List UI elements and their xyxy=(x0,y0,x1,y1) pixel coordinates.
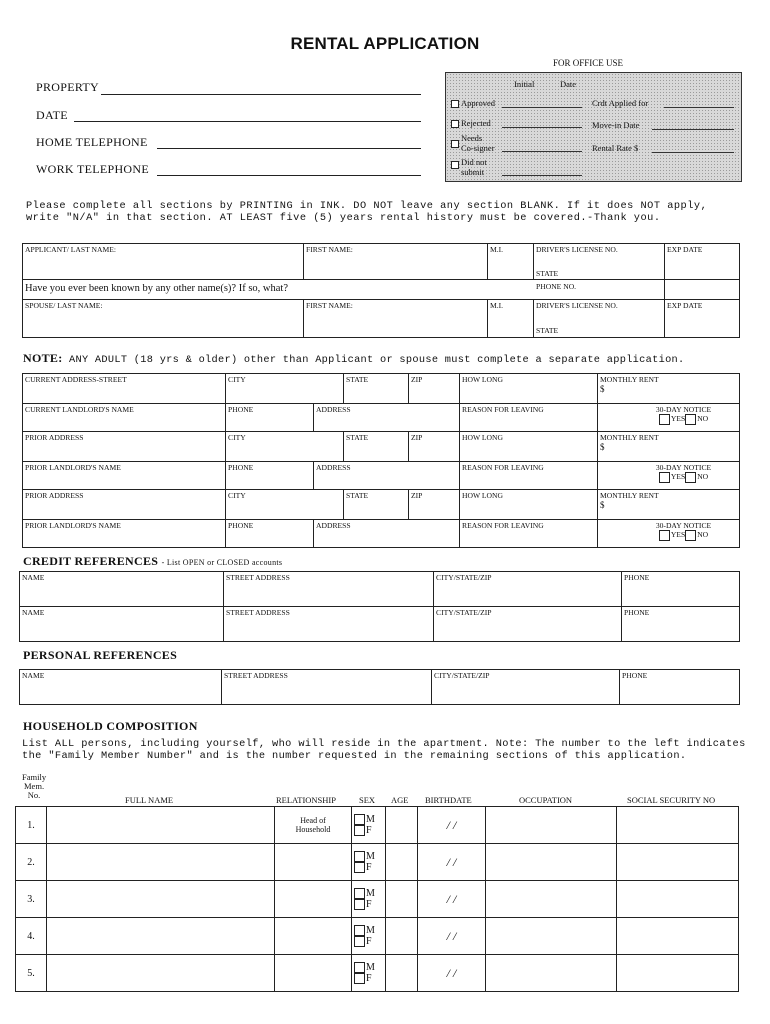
household-heading: HOUSEHOLD COMPOSITION xyxy=(23,719,198,733)
spouse-first-name-cell[interactable]: FIRST NAME: xyxy=(304,300,488,338)
prior-landlord-1-cell[interactable]: PRIOR LANDLORD'S NAME xyxy=(23,462,226,490)
spouse-state-label: STATE xyxy=(536,326,559,335)
applicant-exp-date-cell[interactable]: EXP DATE xyxy=(665,244,740,280)
credit-applied-label: Crdt Applied for xyxy=(592,98,649,108)
approved-checkbox[interactable] xyxy=(451,100,459,108)
member-full-name-cell[interactable] xyxy=(47,955,275,992)
sex-f-checkbox[interactable] xyxy=(354,825,365,836)
family-member-number-header: Family Mem. No. xyxy=(22,772,47,800)
member-ssn-cell[interactable] xyxy=(617,955,739,992)
member-number: 2. xyxy=(16,844,47,881)
prior-address-1-cell[interactable]: PRIOR ADDRESS xyxy=(23,432,226,462)
member-full-name-cell[interactable] xyxy=(47,918,275,955)
member-number: 3. xyxy=(16,881,47,918)
member-full-name-cell[interactable] xyxy=(47,881,275,918)
property-field[interactable] xyxy=(101,94,421,95)
prior-state-2-cell[interactable]: STATE xyxy=(344,490,409,520)
credit-phone-1-cell[interactable]: PHONE xyxy=(622,572,740,607)
note-text: ANY ADULT (18 yrs & older) other than Applicant or spouse must complete a separate application. xyxy=(69,354,685,366)
member-occupation-cell[interactable] xyxy=(486,881,617,918)
needs-label: Needs xyxy=(461,133,483,143)
office-date-label: Date xyxy=(560,79,577,89)
prior-address-2-cell[interactable]: PRIOR ADDRESS xyxy=(23,490,226,520)
credit-references-heading: CREDIT REFERENCES - List OPEN or CLOSED accounts xyxy=(23,554,283,568)
member-occupation-cell[interactable] xyxy=(486,844,617,881)
note-label: NOTE: xyxy=(23,351,63,365)
member-sex-cell: M F xyxy=(352,807,386,844)
credit-street-1-cell[interactable]: STREET ADDRESS xyxy=(224,572,434,607)
prior-monthly-rent-2-cell[interactable]: MONTHLY RENT $ xyxy=(598,490,740,520)
current-landlord-phone-cell[interactable]: PHONE xyxy=(226,404,314,432)
member-age-cell[interactable] xyxy=(386,844,418,881)
member-birthdate-cell[interactable]: / / xyxy=(418,955,486,992)
move-in-label: Move-in Date xyxy=(592,120,640,130)
sex-m-checkbox[interactable] xyxy=(354,814,365,825)
member-ssn-cell[interactable] xyxy=(617,918,739,955)
personal-references-table xyxy=(19,669,740,705)
prior-landlord-address-2-cell[interactable]: ADDRESS xyxy=(314,520,460,548)
prior-notice-2-yes-checkbox[interactable] xyxy=(659,530,670,541)
adult-note xyxy=(23,351,685,366)
member-full-name-cell[interactable] xyxy=(47,807,275,844)
approved-label: Approved xyxy=(461,98,495,108)
current-landlord-address-cell[interactable]: ADDRESS xyxy=(314,404,460,432)
member-relationship-cell[interactable]: Head of Household xyxy=(275,807,352,844)
current-address-cell[interactable]: CURRENT ADDRESS-STREET xyxy=(23,374,226,404)
member-number: 1. xyxy=(16,807,47,844)
prior-monthly-rent-1-cell[interactable]: MONTHLY RENT $ xyxy=(598,432,740,462)
current-state-cell[interactable]: STATE xyxy=(344,374,409,404)
work-telephone-field[interactable] xyxy=(157,175,421,176)
prior-reason-2-cell[interactable]: REASON FOR LEAVING xyxy=(460,520,598,548)
date-label: DATE xyxy=(36,108,68,122)
needs-cosigner-checkbox[interactable] xyxy=(451,140,459,148)
current-zip-cell[interactable]: ZIP xyxy=(409,374,460,404)
member-birthdate-cell[interactable]: / / xyxy=(418,807,486,844)
current-city-cell[interactable]: CITY xyxy=(226,374,344,404)
member-occupation-cell[interactable] xyxy=(486,807,617,844)
member-sex-cell: M F xyxy=(352,881,386,918)
home-telephone-field[interactable] xyxy=(157,148,421,149)
current-notice-no-checkbox[interactable] xyxy=(685,414,696,425)
member-relationship-cell[interactable] xyxy=(275,881,352,918)
occupation-header: OCCUPATION xyxy=(519,795,573,805)
submit-label: submit xyxy=(461,167,485,177)
member-sex-cell: M F xyxy=(352,918,386,955)
member-age-cell[interactable] xyxy=(386,807,418,844)
sex-m-checkbox[interactable] xyxy=(354,851,365,862)
full-name-header: FULL NAME xyxy=(125,795,174,805)
member-number: 5. xyxy=(16,955,47,992)
date-field[interactable] xyxy=(74,121,421,122)
applicant-last-name-cell[interactable]: APPLICANT/ LAST NAME: xyxy=(23,244,304,280)
sex-f-checkbox[interactable] xyxy=(354,973,365,984)
applicant-mi-cell[interactable]: M.I. xyxy=(488,244,534,280)
prior-notice-1-no-checkbox[interactable] xyxy=(685,472,696,483)
prior-how-long-1-cell[interactable]: HOW LONG xyxy=(460,432,598,462)
office-use-box xyxy=(445,72,742,182)
current-monthly-rent-cell[interactable]: MONTHLY RENT $ xyxy=(598,374,740,404)
member-relationship-cell[interactable] xyxy=(275,844,352,881)
prior-landlord-2-cell[interactable]: PRIOR LANDLORD'S NAME xyxy=(23,520,226,548)
property-label: PROPERTY xyxy=(36,80,100,94)
prior-zip-2-cell[interactable]: ZIP xyxy=(409,490,460,520)
household-table xyxy=(15,806,739,992)
member-occupation-cell[interactable] xyxy=(486,955,617,992)
member-ssn-cell[interactable] xyxy=(617,844,739,881)
applicant-first-name-cell[interactable]: FIRST NAME: xyxy=(304,244,488,280)
prior-reason-1-cell[interactable]: REASON FOR LEAVING xyxy=(460,462,598,490)
did-not-submit-checkbox[interactable] xyxy=(451,161,459,169)
did-not-label: Did not xyxy=(461,157,487,167)
sex-header: SEX xyxy=(359,795,376,805)
member-number: 4. xyxy=(16,918,47,955)
member-age-cell[interactable] xyxy=(386,955,418,992)
member-sex-cell: M F xyxy=(352,844,386,881)
member-ssn-cell[interactable] xyxy=(617,807,739,844)
prior-zip-1-cell[interactable]: ZIP xyxy=(409,432,460,462)
other-names-cell[interactable]: Have you ever been known by any other name(s)? If so, what? xyxy=(23,280,665,300)
phone-no-label: PHONE NO. xyxy=(536,282,577,291)
credit-references-table xyxy=(19,571,740,642)
office-initial-label: Initial xyxy=(514,79,535,89)
applicant-license-cell[interactable]: DRIVER'S LICENSE NO. STATE xyxy=(534,244,665,280)
credit-name-2-cell[interactable]: NAME xyxy=(20,607,224,642)
prior-notice-1-yes-checkbox[interactable] xyxy=(659,472,670,483)
ssn-header: SOCIAL SECURITY NO xyxy=(627,795,716,805)
birthdate-header: BIRTHDATE xyxy=(425,795,472,805)
credit-city-2-cell[interactable]: CITY/STATE/ZIP xyxy=(434,607,622,642)
spouse-mi-cell[interactable]: M.I. xyxy=(488,300,534,338)
member-birthdate-cell[interactable]: / / xyxy=(418,881,486,918)
spouse-license-cell[interactable]: DRIVER'S LICENSE NO. STATE xyxy=(534,300,665,338)
spouse-exp-date-cell[interactable]: EXP DATE xyxy=(665,300,740,338)
sex-m-checkbox[interactable] xyxy=(354,888,365,899)
member-relationship-cell[interactable] xyxy=(275,955,352,992)
credit-street-2-cell[interactable]: STREET ADDRESS xyxy=(224,607,434,642)
cosigner-label: Co-signer xyxy=(461,143,495,153)
instructions-text: Please complete all sections by PRINTING in INK. DO NOT leave any section BLANK. If it does NOT apply, write "N/A" in that section. AT LEAST five (5) years rental history must be covered.-Thank you. xyxy=(26,200,708,224)
current-landlord-cell[interactable]: CURRENT LANDLORD'S NAME xyxy=(23,404,226,432)
prior-notice-1-cell: 30-DAY NOTICE YES NO xyxy=(598,462,740,490)
prior-city-2-cell[interactable]: CITY xyxy=(226,490,344,520)
current-notice-cell: 30-DAY NOTICE YES NO xyxy=(598,404,740,432)
prior-notice-2-no-checkbox[interactable] xyxy=(685,530,696,541)
credit-phone-2-cell[interactable]: PHONE xyxy=(622,607,740,642)
personal-phone-cell[interactable]: PHONE xyxy=(620,670,740,705)
page-title: RENTAL APPLICATION xyxy=(290,34,480,53)
personal-city-cell[interactable]: CITY/STATE/ZIP xyxy=(432,670,620,705)
prior-landlord-phone-1-cell[interactable]: PHONE xyxy=(226,462,314,490)
applicant-state-label: STATE xyxy=(536,269,559,278)
prior-landlord-phone-2-cell[interactable]: PHONE xyxy=(226,520,314,548)
member-ssn-cell[interactable] xyxy=(617,881,739,918)
sex-f-checkbox[interactable] xyxy=(354,936,365,947)
office-use-title: FOR OFFICE USE xyxy=(553,58,624,68)
personal-references-heading: PERSONAL REFERENCES xyxy=(23,648,178,662)
credit-references-subtitle: - List OPEN or CLOSED accounts xyxy=(161,558,283,567)
rejected-label: Rejected xyxy=(461,118,491,128)
relationship-header: RELATIONSHIP xyxy=(276,795,336,805)
prior-notice-2-cell: 30-DAY NOTICE YES NO xyxy=(598,520,740,548)
sex-f-checkbox[interactable] xyxy=(354,862,365,873)
member-age-cell[interactable] xyxy=(386,881,418,918)
member-birthdate-cell[interactable]: / / xyxy=(418,844,486,881)
member-sex-cell: M F xyxy=(352,955,386,992)
work-telephone-label: WORK TELEPHONE xyxy=(36,162,149,176)
current-how-long-cell[interactable]: HOW LONG xyxy=(460,374,598,404)
prior-state-1-cell[interactable]: STATE xyxy=(344,432,409,462)
credit-city-1-cell[interactable]: CITY/STATE/ZIP xyxy=(434,572,622,607)
current-reason-cell[interactable]: REASON FOR LEAVING xyxy=(460,404,598,432)
home-telephone-label: HOME TELEPHONE xyxy=(36,135,148,149)
member-occupation-cell[interactable] xyxy=(486,918,617,955)
credit-name-1-cell[interactable]: NAME xyxy=(20,572,224,607)
prior-how-long-2-cell[interactable]: HOW LONG xyxy=(460,490,598,520)
personal-name-cell[interactable]: NAME xyxy=(20,670,222,705)
current-notice-yes-checkbox[interactable] xyxy=(659,414,670,425)
rental-rate-label: Rental Rate $ xyxy=(592,143,639,153)
applicant-table xyxy=(22,243,740,338)
personal-street-cell[interactable]: STREET ADDRESS xyxy=(222,670,432,705)
spouse-last-name-cell[interactable]: SPOUSE/ LAST NAME: xyxy=(23,300,304,338)
member-birthdate-cell[interactable]: / / xyxy=(418,918,486,955)
member-relationship-cell[interactable] xyxy=(275,918,352,955)
rejected-checkbox[interactable] xyxy=(451,120,459,128)
age-header: AGE xyxy=(391,795,409,805)
sex-m-checkbox[interactable] xyxy=(354,925,365,936)
prior-city-1-cell[interactable]: CITY xyxy=(226,432,344,462)
member-age-cell[interactable] xyxy=(386,918,418,955)
member-full-name-cell[interactable] xyxy=(47,844,275,881)
household-instructions: List ALL persons, including yourself, who will reside in the apartment. Note: The number to the left indicates the "Family Member Number" and is the number requested in the remaining sections of this application. xyxy=(22,738,746,762)
residence-table xyxy=(22,373,740,548)
sex-f-checkbox[interactable] xyxy=(354,899,365,910)
sex-m-checkbox[interactable] xyxy=(354,962,365,973)
prior-landlord-address-1-cell[interactable]: ADDRESS xyxy=(314,462,460,490)
